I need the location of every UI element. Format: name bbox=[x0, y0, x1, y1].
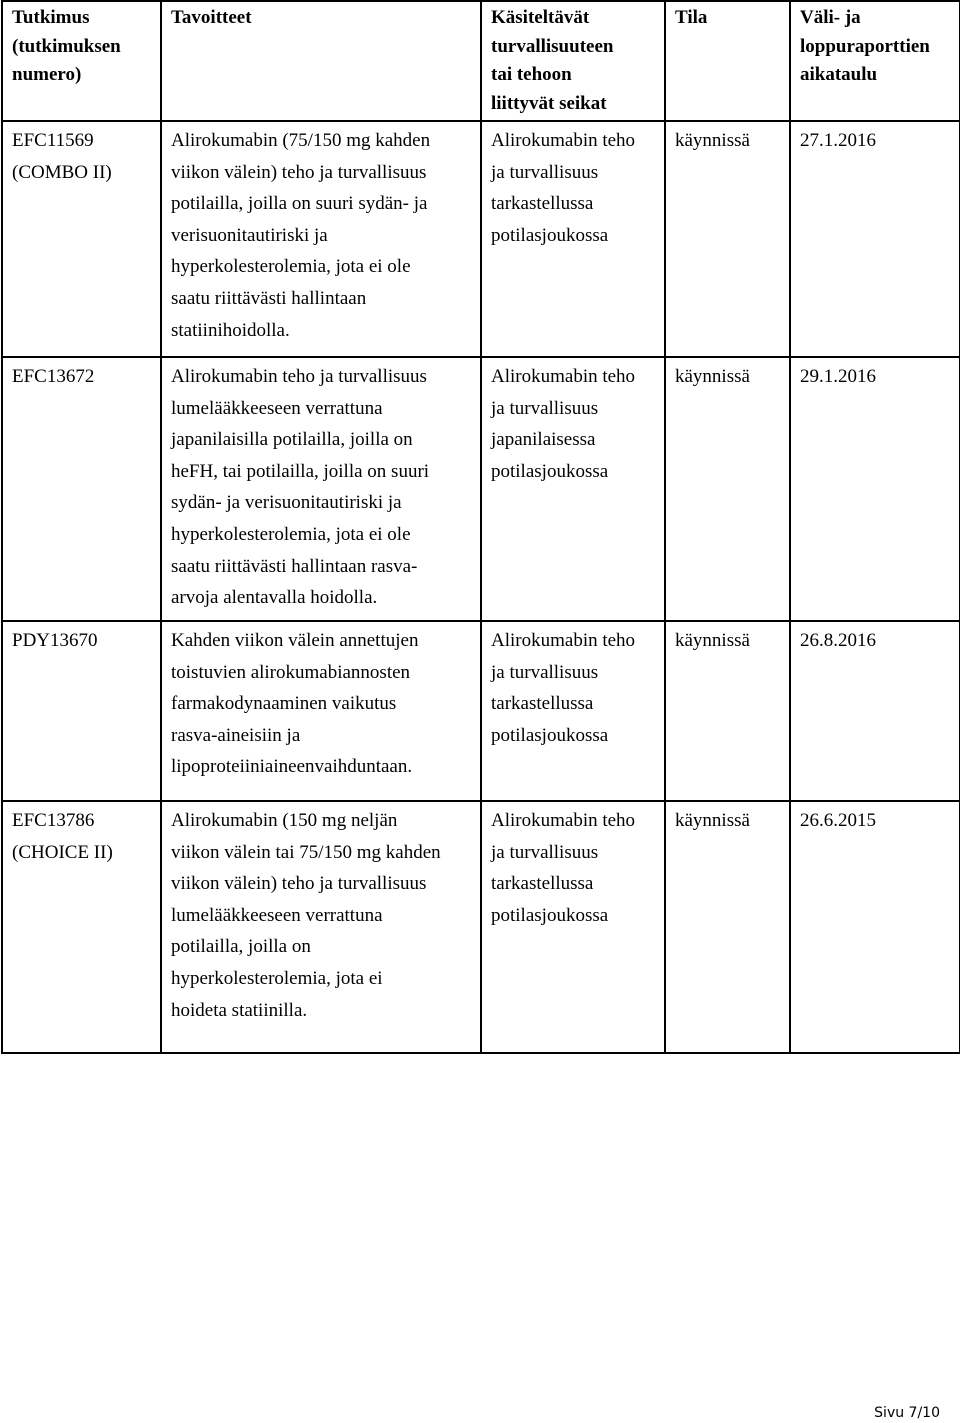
text-line: aikataulu bbox=[800, 64, 878, 85]
text-line: japanilaisessa bbox=[491, 429, 596, 451]
study-id-lines bbox=[12, 125, 160, 188]
text-line: (tutkimuksen bbox=[12, 35, 121, 57]
text-line: ja turvallisuus bbox=[491, 841, 599, 863]
status-text: käynnissä bbox=[675, 630, 750, 651]
text-line: EFC13786 bbox=[12, 810, 95, 831]
text-line: verisuonitautiriski ja bbox=[171, 224, 328, 246]
text-line: numero) bbox=[12, 64, 82, 85]
text-line: lumelääkkeeseen verrattuna bbox=[171, 904, 383, 926]
cell-status bbox=[665, 357, 790, 621]
table-row bbox=[2, 621, 960, 801]
text-line: hyperkolesterolemia, jota ei ole bbox=[171, 256, 411, 278]
text-line: Kahden viikon välein annettujen bbox=[171, 630, 419, 651]
objectives-lines bbox=[171, 361, 480, 614]
study-id-lines bbox=[12, 361, 160, 393]
studies-table bbox=[1, 0, 960, 1054]
header-study-lines bbox=[12, 4, 160, 90]
schedule-date: 27.1.2016 bbox=[800, 130, 876, 151]
cell-study bbox=[2, 801, 161, 1053]
text-line: turvallisuuteen bbox=[491, 35, 614, 57]
text-line: Väli- ja bbox=[800, 7, 861, 28]
text-line: potilasjoukossa bbox=[491, 224, 609, 246]
cell-status bbox=[665, 621, 790, 801]
header-study bbox=[2, 1, 161, 121]
text-line: EFC11569 bbox=[12, 130, 94, 151]
text-line: Alirokumabin teho bbox=[491, 810, 636, 831]
text-line: loppuraporttien bbox=[800, 35, 930, 57]
safety-lines bbox=[491, 625, 664, 751]
text-line: saatu riittävästi hallintaan rasva- bbox=[171, 555, 418, 577]
objectives-lines bbox=[171, 125, 480, 346]
schedule-date: 26.6.2015 bbox=[800, 810, 876, 831]
text-line: (CHOICE II) bbox=[12, 841, 113, 863]
text-line: Tavoitteet bbox=[171, 7, 252, 28]
schedule-date: 29.1.2016 bbox=[800, 366, 876, 387]
text-line: ja turvallisuus bbox=[491, 397, 599, 419]
text-line: potilasjoukossa bbox=[491, 904, 609, 926]
safety-lines bbox=[491, 361, 664, 487]
cell-safety bbox=[481, 801, 665, 1053]
text-line: lipoproteiiniaineenvaihduntaan. bbox=[171, 756, 413, 778]
cell-objectives bbox=[161, 801, 481, 1053]
cell-objectives bbox=[161, 357, 481, 621]
text-line: sydän- ja verisuonitautiriski ja bbox=[171, 492, 402, 514]
table-row bbox=[2, 357, 960, 621]
text-line: saatu riittävästi hallintaan bbox=[171, 287, 367, 309]
text-line: Alirokumabin teho bbox=[491, 130, 636, 151]
cell-schedule bbox=[790, 357, 960, 621]
header-status-lines bbox=[675, 4, 789, 33]
text-line: potilasjoukossa bbox=[491, 724, 609, 746]
text-line: hyperkolesterolemia, jota ei ole bbox=[171, 523, 411, 545]
text-line: Alirokumabin teho ja turvallisuus bbox=[171, 366, 427, 387]
cell-safety bbox=[481, 357, 665, 621]
study-id-lines bbox=[12, 805, 160, 868]
text-line: hyperkolesterolemia, jota ei bbox=[171, 967, 383, 989]
text-line: viikon välein) teho ja turvallisuus bbox=[171, 161, 427, 183]
text-line: arvoja alentavalla hoidolla. bbox=[171, 587, 378, 609]
text-line: ja turvallisuus bbox=[491, 161, 599, 183]
text-line: japanilaisilla potilailla, joilla on bbox=[171, 429, 413, 451]
cell-safety bbox=[481, 621, 665, 801]
status-text: käynnissä bbox=[675, 810, 750, 831]
text-line: viikon välein tai 75/150 mg kahden bbox=[171, 841, 441, 863]
header-safety-lines bbox=[491, 4, 664, 118]
status-text: käynnissä bbox=[675, 130, 750, 151]
text-line: toistuvien alirokumabiannosten bbox=[171, 661, 411, 683]
text-line: Käsiteltävät bbox=[491, 7, 590, 28]
study-id-lines bbox=[12, 625, 160, 657]
header-safety bbox=[481, 1, 665, 121]
table-row bbox=[2, 801, 960, 1053]
cell-status bbox=[665, 801, 790, 1053]
objectives-lines bbox=[171, 625, 480, 783]
text-line: tarkastellussa bbox=[491, 693, 594, 715]
header-schedule bbox=[790, 1, 960, 121]
objectives-lines bbox=[171, 805, 480, 1026]
cell-status bbox=[665, 121, 790, 357]
text-line: tai tehoon bbox=[491, 64, 572, 85]
header-schedule-lines bbox=[800, 4, 959, 90]
text-line: potilailla, joilla on suuri sydän- ja bbox=[171, 193, 428, 215]
table-row bbox=[2, 121, 960, 357]
text-line: hoideta statiinilla. bbox=[171, 999, 308, 1021]
text-line: ja turvallisuus bbox=[491, 661, 599, 683]
text-line: Alirokumabin (75/150 mg kahden bbox=[171, 130, 431, 151]
text-line: viikon välein) teho ja turvallisuus bbox=[171, 873, 427, 895]
text-line: Alirokumabin teho bbox=[491, 366, 636, 387]
cell-study bbox=[2, 621, 161, 801]
cell-study bbox=[2, 121, 161, 357]
cell-objectives bbox=[161, 121, 481, 357]
status-text: käynnissä bbox=[675, 366, 750, 387]
cell-safety bbox=[481, 121, 665, 357]
cell-schedule bbox=[790, 801, 960, 1053]
page-number: Sivu 7/10 bbox=[874, 1405, 940, 1421]
text-line: PDY13670 bbox=[12, 630, 98, 651]
safety-lines bbox=[491, 125, 664, 251]
text-line: Tila bbox=[675, 7, 708, 28]
cell-schedule bbox=[790, 621, 960, 801]
text-line: Alirokumabin (150 mg neljän bbox=[171, 810, 398, 831]
text-line: Alirokumabin teho bbox=[491, 630, 636, 651]
header-status bbox=[665, 1, 790, 121]
cell-schedule bbox=[790, 121, 960, 357]
safety-lines bbox=[491, 805, 664, 931]
text-line: tarkastellussa bbox=[491, 873, 594, 895]
header-objectives-lines bbox=[171, 4, 480, 33]
cell-study bbox=[2, 357, 161, 621]
text-line: tarkastellussa bbox=[491, 193, 594, 215]
text-line: rasva-aineisiin ja bbox=[171, 724, 301, 746]
text-line: potilasjoukossa bbox=[491, 460, 609, 482]
cell-objectives bbox=[161, 621, 481, 801]
text-line: (COMBO II) bbox=[12, 161, 112, 183]
table-header-row bbox=[2, 1, 960, 121]
text-line: EFC13672 bbox=[12, 366, 95, 387]
text-line: liittyvät seikat bbox=[491, 92, 607, 114]
text-line: Tutkimus bbox=[12, 7, 90, 28]
text-line: statiinihoidolla. bbox=[171, 319, 290, 341]
text-line: heFH, tai potilailla, joilla on suuri bbox=[171, 460, 430, 482]
text-line: potilailla, joilla on bbox=[171, 936, 311, 958]
text-line: farmakodynaaminen vaikutus bbox=[171, 693, 397, 715]
header-objectives bbox=[161, 1, 481, 121]
text-line: lumelääkkeeseen verrattuna bbox=[171, 397, 383, 419]
schedule-date: 26.8.2016 bbox=[800, 630, 876, 651]
